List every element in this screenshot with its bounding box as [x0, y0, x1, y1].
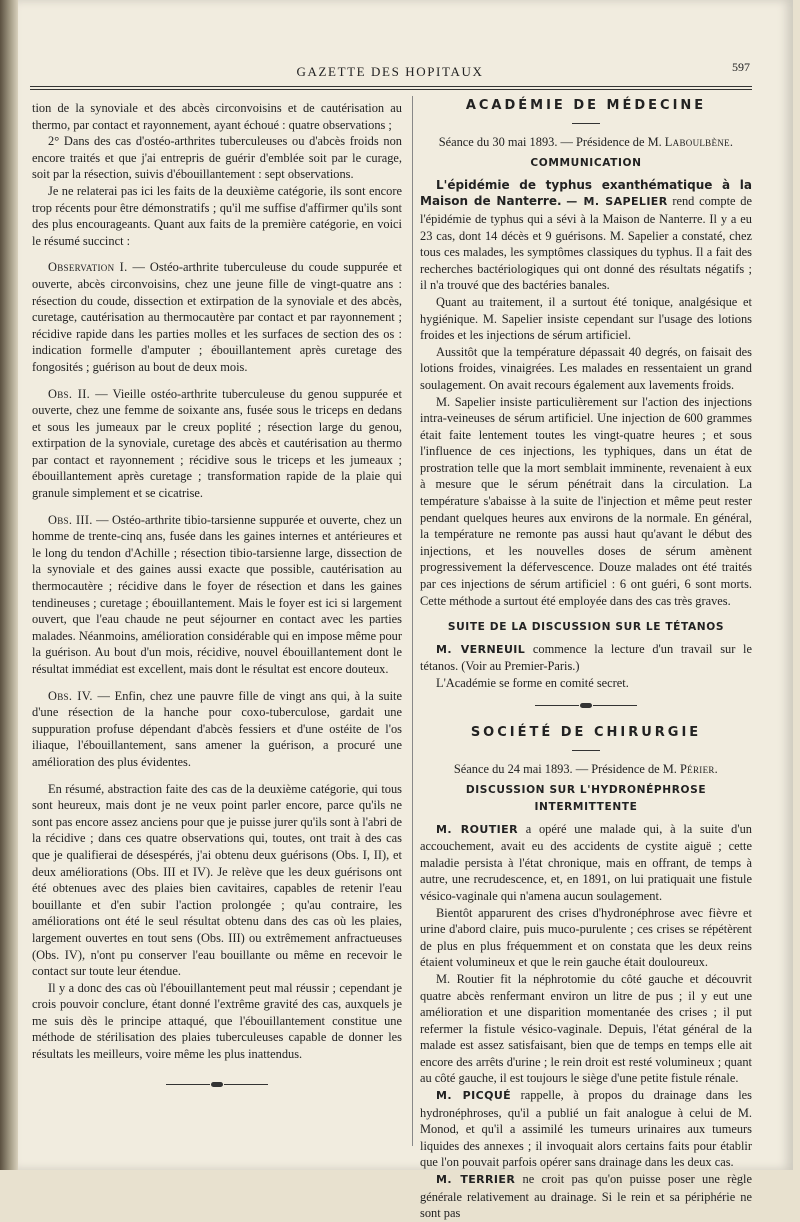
observation-4 [32, 688, 402, 771]
paragraph: tion de la synoviale et des abcès circonvoisins et de cautérisation au thermo, par contact et rayonnement, ayant échoué : quatre observations ; [32, 101, 402, 132]
paragraph: Il y a donc des cas où l'ébouillantement peut mal réussir ; cependant je crois pouvoir conclure, étant donné l'extrême gravité des cas, auxquels je me suis dès le principe attaqué, que l'ébouillantement constitue une méthode de stérilisation des plaies tuberculeuses capable de donner les résultats les meilleurs, voire même les plus inattendus. [32, 980, 402, 1062]
column-separator [412, 96, 413, 1146]
paragraph-text: rappelle, à propos du drainage dans les hydronéphroses, qu'il a publié un fait analogue à celui de M. Monod, et qu'il a assimilé les tumeurs urinaires aux tumeurs liquides des annexes ; il invoquait alors certains faits pour établir que l'on pouvait parfois opérer sans drainage dans les deux cas. [420, 1088, 752, 1170]
headline: L'épidémie de typhus exanthématique à la Maison de Nanterre. [420, 177, 752, 209]
right-column [420, 98, 752, 1222]
section-title-chirurgie: SOCIÉTÉ DE CHIRURGIE [470, 725, 702, 741]
page-number: 597 [732, 60, 750, 74]
seance-line [420, 761, 752, 778]
observation-text: — Ostéo-arthrite tibio-tarsienne suppurée et ouverte, chez un homme de trente-cinq ans, fusée dans les gaines internes et antérieures et le long du tendon d'Achille ; résection tibio-tarsienne large, dissection de la synoviale et des gaines aussi exacte que possible, cautérisation au thermocautère ; récidive dans le foyer de résection et dans les gaines tendineuses ; curetage ; ébouillantement. Mais le foyer est ici si largement ouvert, que l'eau chaude ne peut séjourner en contact avec les parties malades. Néanmoins, amélioration considérable qui en impose même pour la guérison. Au bout d'un mois, récidive, nouvel ébouillantement dont le résultat immédiat est excellent, mais dont le résultat est encore douteux. [32, 512, 402, 676]
short-rule [572, 750, 600, 751]
seance-text: Séance du 30 mai 1893. — Présidence de M. [438, 134, 665, 149]
speaker: — M. SAPELIER [566, 195, 668, 209]
paragraph: Bientôt apparurent des crises d'hydronéphrose avec fièvre et urine d'abord claire, puis muco-purulente ; ces crises se répétèrent de plus en plus fréquemment et on constata que les deux reins étaient volumineux et que le rein gauche était douloureux. [420, 905, 752, 970]
observation-text: — Ostéo-arthrite tuberculeuse du coude suppurée et ouverte, abcès circonvoisins, chez une jeune fille de vingt-quatre ans : résection du coude, dissection et extirpation de la synoviale et des abcès, curetage, cautérisation au thermocautère par contact et par rayonnement ; récidive rapide dans les parties molles et les surfaces de section des os : indication formelle d'amputer ; ébouillantement après curetage des fongosités ; guérison au bout de deux mois. [32, 260, 402, 374]
paragraph [420, 177, 752, 294]
paragraph [420, 821, 752, 905]
section-title-academie: ACADÉMIE DE MÉDECINE [465, 98, 707, 113]
paragraph-text: a opéré une malade qui, à la suite d'un accouchement, avait eu des accidents de cystite aiguë ; cette maladie persista à l'état chronique, mais en offrant, de temps à autre, une recrudescence, et, en 1891, on lui pratiquait une fistule vésico-vaginale qui n'amena aucun soulagement. [420, 821, 752, 903]
paragraph-text: ne croit pas qu'on puisse poser une règle générale relativement au drainage. Si le rein et sa périphérie ne sont pas [420, 1172, 752, 1221]
observation-3 [32, 512, 402, 678]
observation-text: — Enfin, chez une pauvre fille de vingt ans qui, à la suite d'une résection de la hanche pour coxo-tuberculose, gardait une suppuration profuse dépendant d'abcès fessiers et d'une ostéite de l'os iliaque, l'ébouillantement, sans amener la guérison, a procuré une amélioration des plus évidentes. [32, 688, 402, 769]
paragraph: Aussitôt que la température dépassait 40 degrés, on faisait des lotions froides, vinaigrées. Les malades en ressentaient un grand soulagement. On avait recours également aux lavements froids. [420, 344, 752, 392]
paragraph: 2° Dans des cas d'ostéo-arthrites tuberculeuses ou d'abcès froids non encore traités et que j'ai entrepris de guérir d'emblée soit par le curage, soit par la résection, suivis d'ébouillantement : sept observations. [32, 134, 402, 182]
paragraph-text: rend compte de l'épidémie de typhus qui a sévi à la Maison de Nanterre. Il y a eu 23 cas, dont 14 décès et 9 guérisons. M. Sapelier a constaté, chez tous ces malades, les symptômes classiques du typhus. Il a fait des recherches bactériologiques qui ont donné des résultats négatifs ; il n'a trouvé que des bactéries banales. [420, 194, 752, 293]
observation-2 [32, 386, 402, 502]
observation-1 [32, 259, 402, 375]
journal-title: GAZETTE DES HOPITAUX [296, 64, 484, 79]
paragraph: Quant au traitement, il a surtout été tonique, analgésique et hygiénique. M. Sapelier insiste cependant sur l'usage des lotions froides et les injections de sérum artificiel. [420, 294, 752, 343]
speaker: M. VERNEUIL [436, 642, 526, 656]
short-rule [572, 123, 600, 124]
page-header [30, 60, 750, 88]
observation-label: Obs. IV. [48, 688, 93, 703]
observation-label: Obs. III. [48, 512, 93, 527]
paragraph: M. Sapelier insiste particulièrement sur l'action des injections intra-veineuses de sérum artificiel. Une injection de 600 grammes était faite lentement toutes les vingt-quatre heures ; et sous l'influence de ces injections, les typhiques, dans un état de prostration telle que la mort semblait imminente, revenaient à eux à mesure que le sérum pénétrait dans la circulation. La température s'abaisse à la suite de l'injection et même peut rester pendant quelques heures aux environs de la normale. En général, la température ne remonte pas aussi haut qu'avant le début des injections, et les nouvelles doses de sérum amènent progressivement la défervescence. Douze malades ont été traités par ces injections de sérum artificiel : 6 ont guéri, 6 sont morts. Cette méthode a surtout été employée dans des cas très graves. [420, 394, 752, 608]
paragraph [420, 641, 752, 675]
speaker: M. ROUTIER [436, 822, 518, 836]
tetanos-heading: SUITE DE LA DISCUSSION SUR LE TÉTANOS [447, 621, 725, 634]
paragraph: En résumé, abstraction faite des cas de la deuxième catégorie, qui tous sont heureux, mais dont je ne veux point parler encore, parce qu'ils ne sont pas encore assez anciens pour que je puisse jurer qu'ils sont à l'abri de la récidive ; dans ces quatre observations qui, toutes, ont trait à des cas que je qualifierai de désespérés, j'ai obtenu deux guérisons (Obs. I, II), et deux améliorations (Obs. III et IV). Je relève que les deux guérisons ont été obtenues avec des plaies bien cavitaires, capables de retenir l'eau bouillante et d'en subir l'action prolongée ; qu'au contraire, les améliorations ont été le seul résultat obtenu dans des cas où les plaies, largement ouvertes en tout sens (Obs. III) ou extrêmement anfractueuses (Obs. IV), n'ont pu conserver l'eau bouillante ou même en recevoir le contact sur toute leur étendue. [32, 781, 402, 979]
hydronephrose-heading: DISCUSSION SUR L'HYDRONÉPHROSE INTERMITTENTE [465, 784, 707, 813]
president-name: Périer. [679, 761, 719, 776]
end-ornament [32, 1077, 402, 1094]
speaker: M. TERRIER [436, 1173, 516, 1187]
seance-line [420, 134, 752, 151]
paragraph: M. Routier fit la néphrotomie du côté gauche et découvrit quatre abcès renfermant environ un litre de pus ; il y eut une amélioration et une disparition momentanée des crises ; il put refermer la fistule vésico-vaginale. Depuis, l'état général de la malade est assez satisfaisant, bien que de temps en temps elle ait encore des arrêts d'urine ; le rein droit est resté volumineux ; quant au côté gauche, il est toujours le siège d'une petite fistule rénale. [420, 971, 752, 1086]
observation-text: — Vieille ostéo-arthrite tuberculeuse du genou suppurée et ouverte, chez une femme de soixante ans, fusée sous le triceps en dedans et sous les jumeaux par le creux poplité ; résection large du genou, extirpation de la synoviale, curetage des abcès et cautérisation au thermo par contact et rayonnement ; récidive sous le triceps et les jumeaux ; ébouillantement après curetage ; transformation rapide de la plaie qui granule simplement et se cicatrise. [32, 386, 402, 501]
speaker: M. PICQUÉ [436, 1089, 512, 1103]
communication-heading: COMMUNICATION [530, 157, 642, 170]
president-name: Laboulbène. [664, 134, 734, 149]
observation-label: Observation I. [48, 260, 128, 275]
paragraph: Je ne relaterai pas ici les faits de la deuxième catégorie, ils sont encore trop récents pour être démonstratifs ; qu'il me suffise d'affirmer qu'ils sont des plus encourageants. Quant aux faits de la première catégorie, en voici le résumé succinct : [32, 183, 402, 248]
paragraph-text: commence la lecture d'un travail sur le tétanos. (Voir au Premier-Paris.) [420, 641, 752, 674]
paragraph: L'Académie se forme en comité secret. [436, 676, 629, 690]
paragraph [420, 1171, 752, 1222]
paragraph [420, 1087, 752, 1171]
section-ornament [420, 698, 752, 715]
seance-text: Séance du 24 mai 1893. — Présidence de M. [453, 761, 680, 776]
header-rule-bottom [30, 89, 752, 90]
left-column [32, 100, 402, 1099]
book-binding-edge [0, 0, 18, 1170]
observation-label: Obs. II. [48, 386, 91, 401]
header-rule-top [30, 86, 752, 87]
